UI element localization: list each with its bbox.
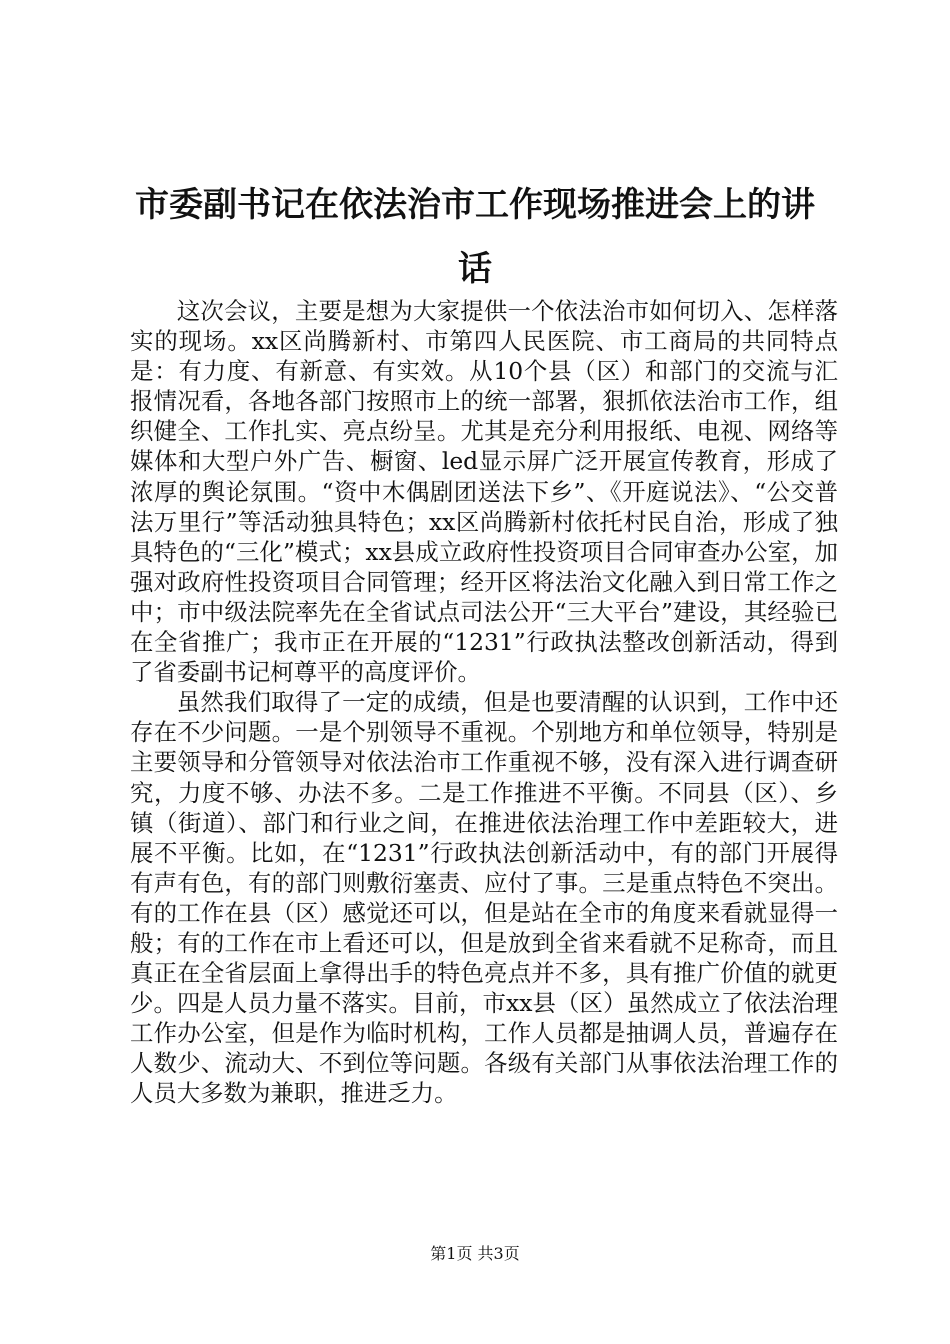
document-title: 市委副书记在依法治市工作现场推进会上的讲话 <box>135 184 815 289</box>
paragraph-2: 虽然我们取得了一定的成绩，但是也要清醒的认识到，工作中还存在不少问题。一是个别领导不重视。个别地方和单位领导，特别是主要领导和分管领导对依法治市工作重视不够，没有深入进行调查研究，力度不够、办法不多。二是工作推进不平衡。不同县（区）、乡镇（街道）、部门和行业之间，在推进依法治理工作中差距较大，进展不平衡。比如，在“1231”行政执法创新活动中，有的部门开展得有声有色，有的部门则敷衍塞责、应付了事。三是重点特色不突出。有的工作在县（区）感觉还可以，但是站在全市的角度来看就显得一般；有的工作在市上看还可以，但是放到全省来看就不足称奇，而且真正在全省层面上拿得出手的特色亮点并不多，具有推广价值的就更少。四是人员力量不落实。目前，市xx县（区）虽然成立了依法治理工作办公室，但是作为临时机构，工作人员都是抽调人员，普遍存在人数少、流动大、不到位等问题。各级有关部门从事依法治理工作的人员大多数为兼职，推进乏力。 <box>130 688 838 1108</box>
paragraph-1: 这次会议，主要是想为大家提供一个依法治市如何切入、怎样落实的现场。xx区尚腾新村、市第四人民医院、市工商局的共同特点是：有力度、有新意、有实效。从10个县（区）和部门的交流与汇报情况看，各地各部门按照市上的统一部署，狠抓依法治市工作，组织健全、工作扎实、亮点纷呈。尤其是充分利用报纸、电视、网络等媒体和大型户外广告、橱窗、led显示屏广泛开展宣传教育，形成了浓厚的舆论氛围。“资中木偶剧团送法下乡”、《开庭说法》、“公交普法万里行”等活动独具特色；xx区尚腾新村依托村民自治，形成了独具特色的“三化”模式；xx县成立政府性投资项目合同审查办公室，加强对政府性投资项目合同管理；经开区将法治文化融入到日常工作之中；市中级法院率先在全省试点司法公开“三大平台”建设，其经验已在全省推广；我市正在开展的“1231”行政执法整改创新活动，得到了省委副书记柯尊平的高度评价。 <box>130 297 838 687</box>
page-footer: 第1页 共3页 <box>430 1244 520 1263</box>
document-body <box>130 296 838 1109</box>
